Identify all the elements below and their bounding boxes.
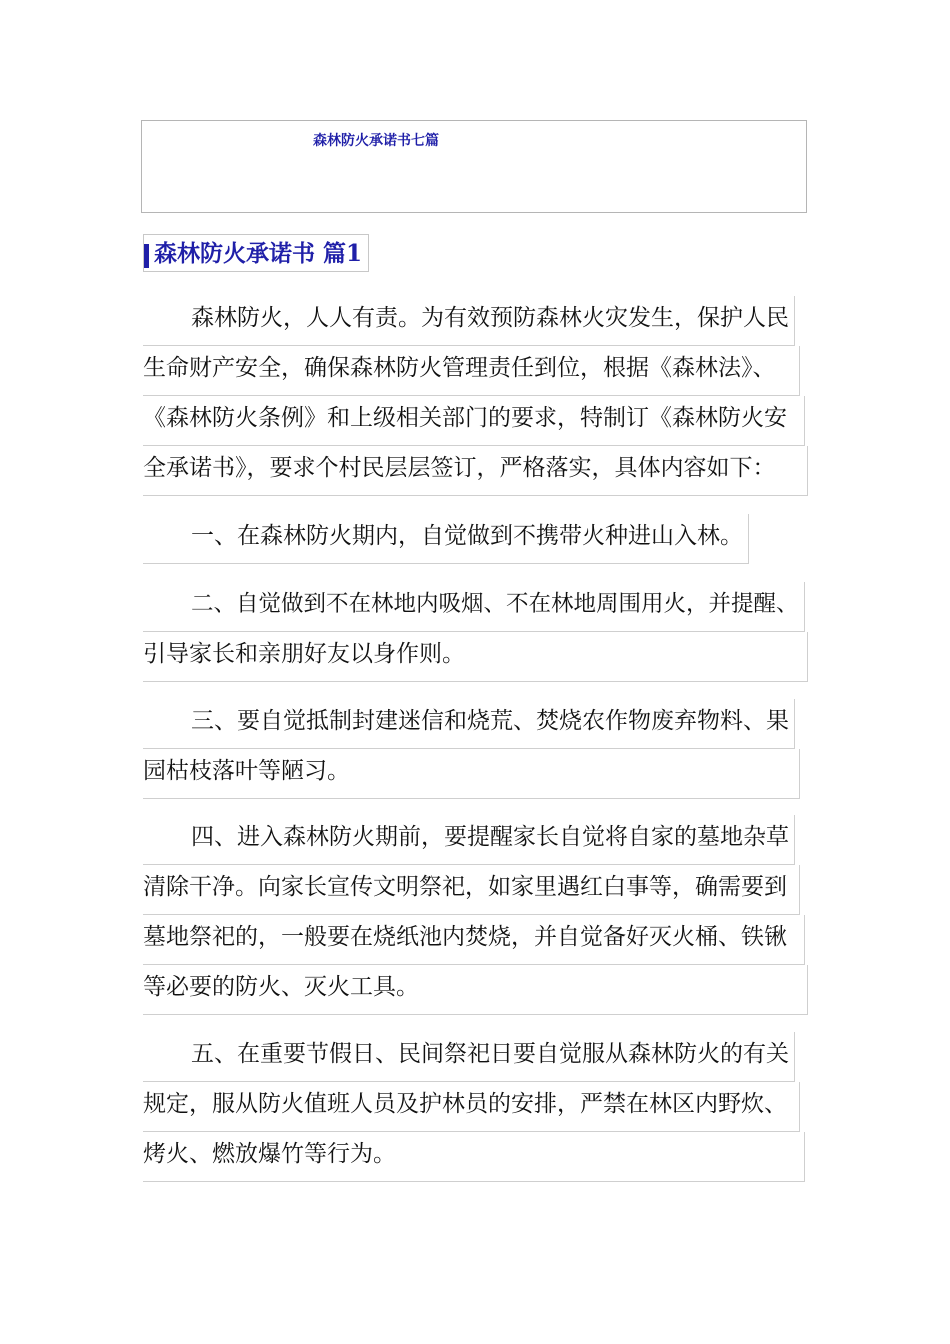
document-title: 森林防火承诺书七篇: [313, 133, 439, 149]
paragraph-item-3: [143, 699, 800, 799]
paragraph-item-4: [143, 815, 808, 1015]
paragraph-line: 三、要自觉抵制封建迷信和烧荒、焚烧农作物废弃物料、果: [143, 699, 795, 749]
paragraph-line: 墓地祭祀的，一般要在烧纸池内焚烧，并自觉备好灭火桶、铁锹: [143, 915, 805, 965]
paragraph-line: 清除干净。向家长宣传文明祭祀，如家里遇红白事等，确需要到: [143, 865, 800, 915]
paragraph-line: 生命财产安全，确保森林防火管理责任到位，根据《森林法》、: [143, 346, 800, 396]
section-heading-text: 森林防火承诺书 篇1: [154, 240, 363, 267]
paragraph-line: 等必要的防火、灭火工具。: [143, 965, 808, 1015]
document-header-box: [141, 120, 807, 213]
paragraph-line: 烤火、燃放爆竹等行为。: [143, 1132, 805, 1182]
paragraph-line: 四、进入森林防火期前，要提醒家长自觉将自家的墓地杂草: [143, 815, 795, 865]
paragraph-line: 二、自觉做到不在林地内吸烟、不在林地周围用火，并提醒、: [143, 582, 805, 632]
paragraph-line: 引导家长和亲朋好友以身作则。: [143, 632, 808, 682]
paragraph-line: 一、在森林防火期内，自觉做到不携带火种进山入林。: [143, 514, 749, 564]
paragraph-line: 森林防火，人人有责。为有效预防森林火灾发生，保护人民: [143, 296, 795, 346]
paragraph-line: 规定，服从防火值班人员及护林员的安排，严禁在林区内野炊、: [143, 1082, 800, 1132]
paragraph-item-2: [143, 582, 808, 682]
paragraph-line: 五、在重要节假日、民间祭祀日要自觉服从森林防火的有关: [143, 1032, 795, 1082]
heading-marker-bar: [144, 244, 149, 268]
paragraph-line: 全承诺书》，要求个村民层层签订，严格落实，具体内容如下：: [143, 446, 808, 496]
paragraph-line: 《森林防火条例》和上级相关部门的要求，特制订《森林防火安: [143, 396, 805, 446]
paragraph-item-1: [143, 514, 749, 564]
paragraph-intro: [143, 296, 808, 496]
section-heading: [143, 234, 369, 272]
paragraph-item-5: [143, 1032, 805, 1182]
paragraph-line: 园枯枝落叶等陋习。: [143, 749, 800, 799]
